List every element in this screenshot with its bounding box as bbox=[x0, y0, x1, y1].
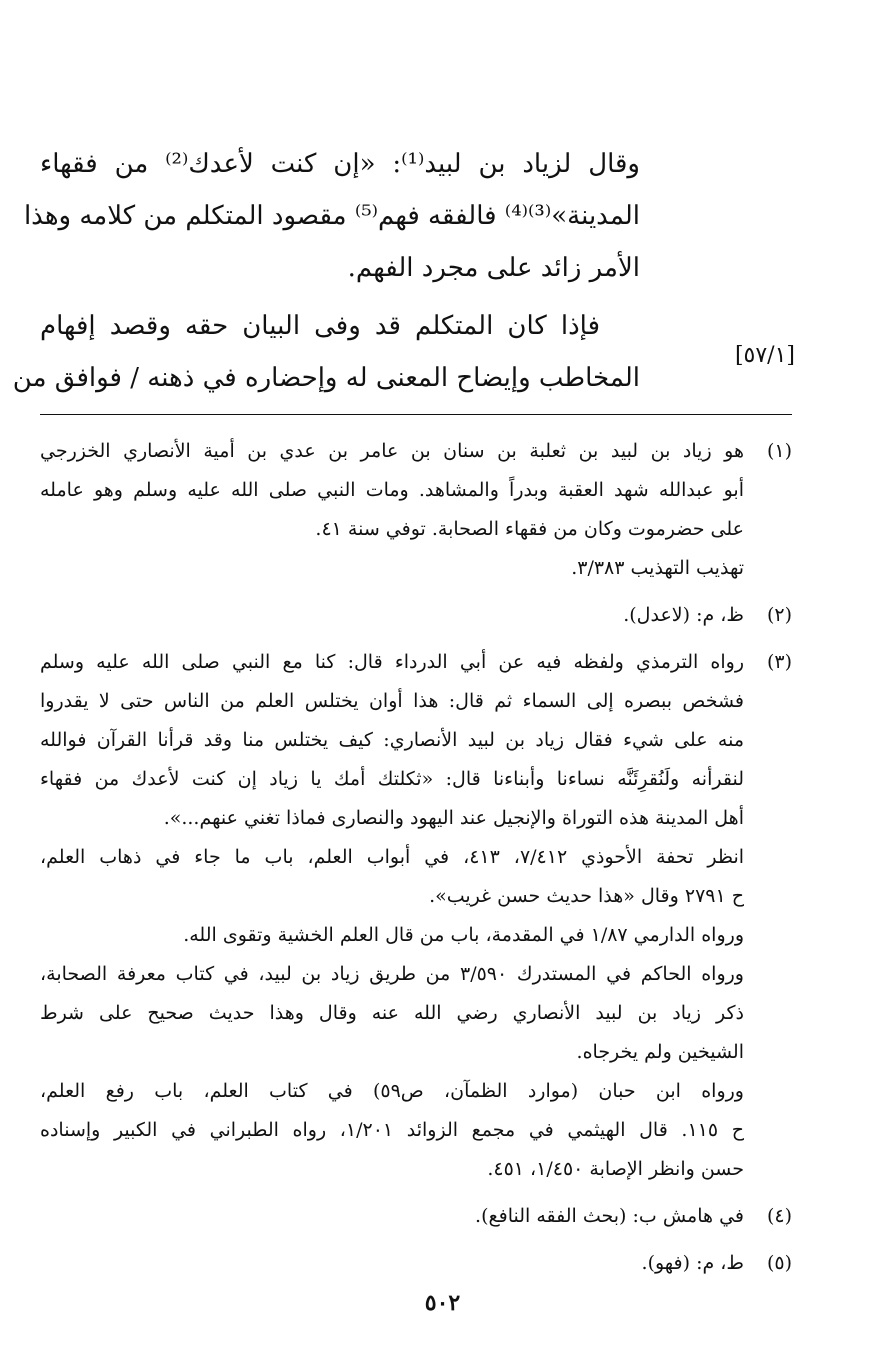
footnote-line: ورواه الدارمي ١/٨٧ في المقدمة، باب من قال العلم الخشية وتقوى الله. bbox=[183, 924, 744, 946]
main-line: الأمر زائد على مجرد الفهم. bbox=[347, 253, 640, 283]
footnote-number: (٣) bbox=[766, 651, 792, 673]
footnote-line: رواه الترمذي ولفظه فيه عن أبي الدرداء قال: كنا مع النبي صلى الله عليه وسلم bbox=[40, 651, 744, 673]
main-line: فإذا كان المتكلم قد وفى البيان حقه وقصد إفهام bbox=[40, 311, 600, 341]
footnote-line: أهل المدينة هذه التوراة والإنجيل عند اليهود والنصارى فماذا تغني عنهم...». bbox=[163, 807, 744, 829]
footnote-line: انظر تحفة الأحوذي ٧/٤١٢، ٤١٣، في أبواب العلم، باب ما جاء في ذهاب العلم، bbox=[40, 846, 745, 868]
footnote-number: (٥) bbox=[766, 1252, 792, 1274]
footnote-line: الشيخين ولم يخرجاه. bbox=[576, 1041, 744, 1063]
footnote-number: (١) bbox=[766, 440, 792, 462]
footnote-line: ظ، م: (لاعدل). bbox=[623, 604, 744, 626]
footnote-line: ورواه الحاكم في المستدرك ٣/٥٩٠ من طريق زياد بن لبيد، في كتاب معرفة الصحابة، bbox=[40, 963, 744, 985]
footnote-line: هو زياد بن لبيد بن ثعلبة بن سنان بن عامر بن عدي بن أمية الأنصاري الخزرجي bbox=[40, 440, 744, 462]
main-line: المدينة»⁽³⁾⁽⁴⁾ فالفقه فهم⁽⁵⁾ مقصود المتكلم من كلامه وهذا bbox=[23, 201, 640, 231]
footnote-number: (٤) bbox=[766, 1205, 792, 1227]
page-number: ٥٠٢ bbox=[424, 1290, 461, 1316]
main-line: المخاطب وإيضاح المعنى له وإحضاره في ذهنه / فوافق من bbox=[12, 363, 640, 393]
footnote-line: ذكر زياد بن لبيد الأنصاري رضي الله عنه وقال وهذا حديث صحيح على شرط bbox=[40, 1002, 744, 1024]
main-text bbox=[12, 138, 640, 404]
footnote bbox=[40, 643, 792, 1189]
footnote-line: لنقرأنه ولَنُقرِئَنَّه نساءنا وأبناءنا قال: «ثكلتك أمك يا زياد إن كنت لأعدك من فقهاء bbox=[40, 768, 744, 790]
footnote bbox=[40, 1197, 792, 1236]
footnote-line: حسن وانظر الإصابة ١/٤٥٠، ٤٥١. bbox=[487, 1158, 744, 1180]
footnote bbox=[40, 596, 792, 635]
footnote-number: (٢) bbox=[766, 604, 792, 626]
footnotes bbox=[40, 432, 792, 1291]
margin-page-reference: [٥٧/١] bbox=[734, 343, 795, 368]
main-line: وقال لزياد بن لبيد⁽¹⁾: «إن كنت لأعدك⁽²⁾ من فقهاء bbox=[40, 149, 640, 179]
footnote-line: على حضرموت وكان من فقهاء الصحابة. توفي سنة ٤١. bbox=[315, 518, 744, 540]
footnote-line: ط، م: (فهو). bbox=[641, 1252, 744, 1274]
footnote-line: في هامش ب: (بحث الفقه النافع). bbox=[475, 1205, 744, 1227]
footnote bbox=[40, 1244, 792, 1283]
footnote-divider bbox=[40, 414, 792, 415]
footnote-line: ح ١١٥. قال الهيثمي في مجمع الزوائد ١/٢٠١، رواه الطبراني في الكبير وإسناده bbox=[40, 1119, 744, 1141]
footnote-line: أبو عبدالله شهد العقبة وبدراً والمشاهد. ومات النبي صلى الله عليه وسلم وهو عامله bbox=[40, 479, 744, 501]
footnote-line: منه على شيء فقال زياد بن لبيد الأنصاري: كيف يختلس منا وقد قرأنا القرآن فوالله bbox=[40, 729, 744, 751]
footnote-line: ورواه ابن حبان (موارد الظمآن، ص٥٩) في كتاب العلم، باب رفع العلم، bbox=[40, 1080, 744, 1102]
footnote-line: فشخص ببصره إلى السماء ثم قال: هذا أوان يختلس العلم من الناس حتى لا يقدروا bbox=[40, 690, 744, 712]
footnote-line: تهذيب التهذيب ٣/٣٨٣. bbox=[571, 557, 744, 579]
footnote bbox=[40, 432, 792, 588]
footnote-line: ح ٢٧٩١ وقال «هذا حديث حسن غريب». bbox=[429, 885, 744, 907]
